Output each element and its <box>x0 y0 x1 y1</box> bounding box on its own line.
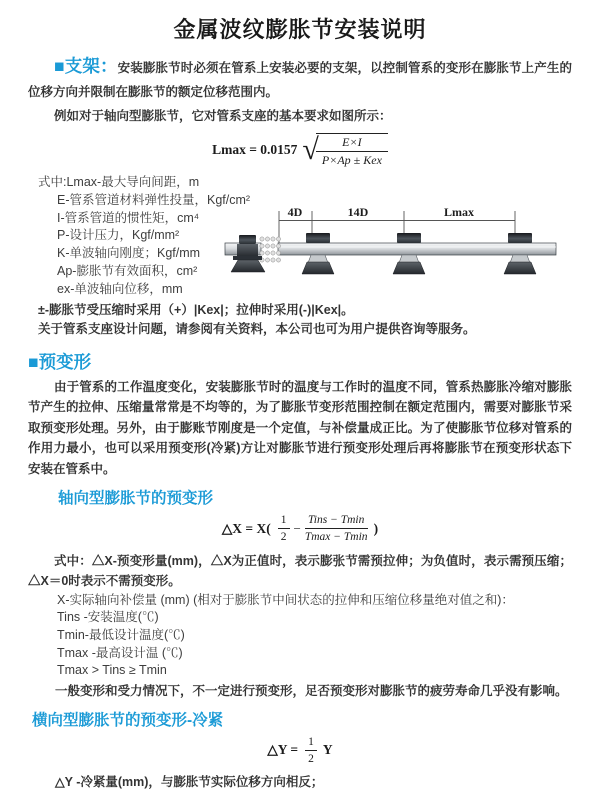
fraction-numerator: 1 <box>278 513 290 529</box>
minus-operator: − <box>293 520 301 536</box>
fraction-denominator: 2 <box>308 753 314 766</box>
axial-definition-line: Tins -安装温度(℃) <box>57 610 159 625</box>
lateral-note: △Y -冷紧量(mm)，与膨胀节实际位移方向相反； <box>55 774 324 789</box>
sign-convention-note: ±-膨胀节受压缩时采用（+）|Kex|；拉伸时采用(-)|Kex|。 <box>38 302 354 317</box>
lateral-formula-lhs: △Y = <box>267 742 299 758</box>
definition-line: 式中:Lmax-最大导向间距，m <box>38 175 200 189</box>
fraction-numerator: Tins − Tmin <box>305 513 368 529</box>
predeform-paragraph: 由于管系的工作温度变化，安装膨胀节时的温度与工作时的温度不同，管系热膨胀冷缩对膨胀节产生的拉伸、压缩量常常是不均等的，为了膨胀节变形范围控制在额定范围内，需要对膨胀节采取预变形处理。另外，由于膨账节刚度是一个定值，与补偿量成正比。为了使膨胀节位移对管系的作用力最小，也可以采用预变形(冷紧)方让对膨胀节进行预变形处理后再将膨胀节在预变形状态下安装在管系中。 <box>28 379 572 476</box>
axial-formula <box>28 513 572 545</box>
definition-line: E-管系管道材料弹性投量，Kgf/cm² <box>57 192 251 207</box>
lmax-radicand <box>316 133 388 168</box>
lmax-numerator: E×I <box>316 134 388 152</box>
predeform-section-heading <box>28 349 572 374</box>
pipe-support-diagram <box>222 200 578 295</box>
radical-sign: √ <box>302 133 319 167</box>
support-section-heading <box>54 56 118 76</box>
dimension-label-14d: 14D <box>347 205 369 219</box>
lateral-subheading: 横向型膨胀节的预变形-冷紧 <box>32 711 224 729</box>
definition-line: I-管系管道的惯性矩，cm⁴ <box>57 210 200 225</box>
fraction-denominator: 2 <box>280 531 287 544</box>
dimension-label-4d: 4D <box>287 205 303 219</box>
support-example-line: 例如对于轴向型膨胀节，它对管系支座的基本要求如图所示： <box>54 109 392 123</box>
support-intro-paragraph <box>28 54 572 104</box>
bellows-icon <box>260 237 281 262</box>
section-square-icon: ■ <box>54 56 65 76</box>
page-title: 金属波纹膨胀节安装说明 <box>173 17 427 42</box>
service-note: 关于管系支座设计问题，请参阅有关资料，本公司也可为用户提供咨询等服务。 <box>38 321 476 336</box>
fraction-numerator: 1 <box>305 735 317 751</box>
lateral-formula <box>28 735 572 767</box>
definition-line: P-设计压力，Kgf/mm² <box>57 228 180 243</box>
lateral-formula-rhs: Y <box>322 742 333 758</box>
section-square-icon: ■ <box>28 351 39 372</box>
axial-definition-line: Tmax > Tins ≥ Tmin <box>57 663 167 678</box>
definition-line: ex-单波轴向位移，mm <box>57 281 183 296</box>
one-half-fraction <box>305 735 317 767</box>
axial-explain-paragraph: 式中：△X-预变形量(mm)，△X为正值时，表示膨张节需预拉伸；为负值时，表示需预压缩；△X＝0时表示不需预变形。 <box>28 553 572 588</box>
axial-note: 一般变形和受力情况下，不一定进行预变形，足否预变形对膨胀节的疲劳寿命几乎没有影响。 <box>55 683 568 698</box>
axial-formula-lhs: △X = X( <box>221 520 271 536</box>
lmax-formula <box>28 133 572 168</box>
axial-definition-line: Tmax -最高设计温 (℃) <box>57 645 183 660</box>
support-heading-text: 支架： <box>64 56 118 76</box>
axial-formula-rhs: ) <box>373 520 379 536</box>
support-intro-text: 安装膨胀节时必须在管系上安装必要的支架，以控制管系的变形在膨胀节上产生的位移方向并限制在膨胀节的额定位移范围内。 <box>28 61 572 99</box>
temperature-fraction <box>305 513 368 545</box>
fraction-denominator: Tmax − Tmin <box>304 531 368 544</box>
predeform-heading-text: 预变形 <box>38 351 92 372</box>
definition-line: K-单波轴向刚度；Kgf/mm <box>57 246 201 261</box>
definition-line: Ap-膨胀节有效面积，cm² <box>57 263 198 278</box>
axial-subheading: 轴向型膨胀节的预变形 <box>58 490 214 508</box>
formula-definitions-block <box>28 174 572 320</box>
dimension-label-lmax: Lmax <box>444 205 474 219</box>
lmax-formula-lhs: Lmax = 0.0157 <box>212 142 298 158</box>
axial-definition-line: Tmin-最低设计温度(℃) <box>57 628 185 643</box>
lmax-denominator: P×Ap ± Kex <box>321 153 382 167</box>
axial-definition-line: X-实际轴向补偿量 (mm) (相对于膨胀节中间状态的拉伸和压缩位移量绝对值之和)： <box>57 592 514 607</box>
one-half-fraction <box>278 513 290 545</box>
